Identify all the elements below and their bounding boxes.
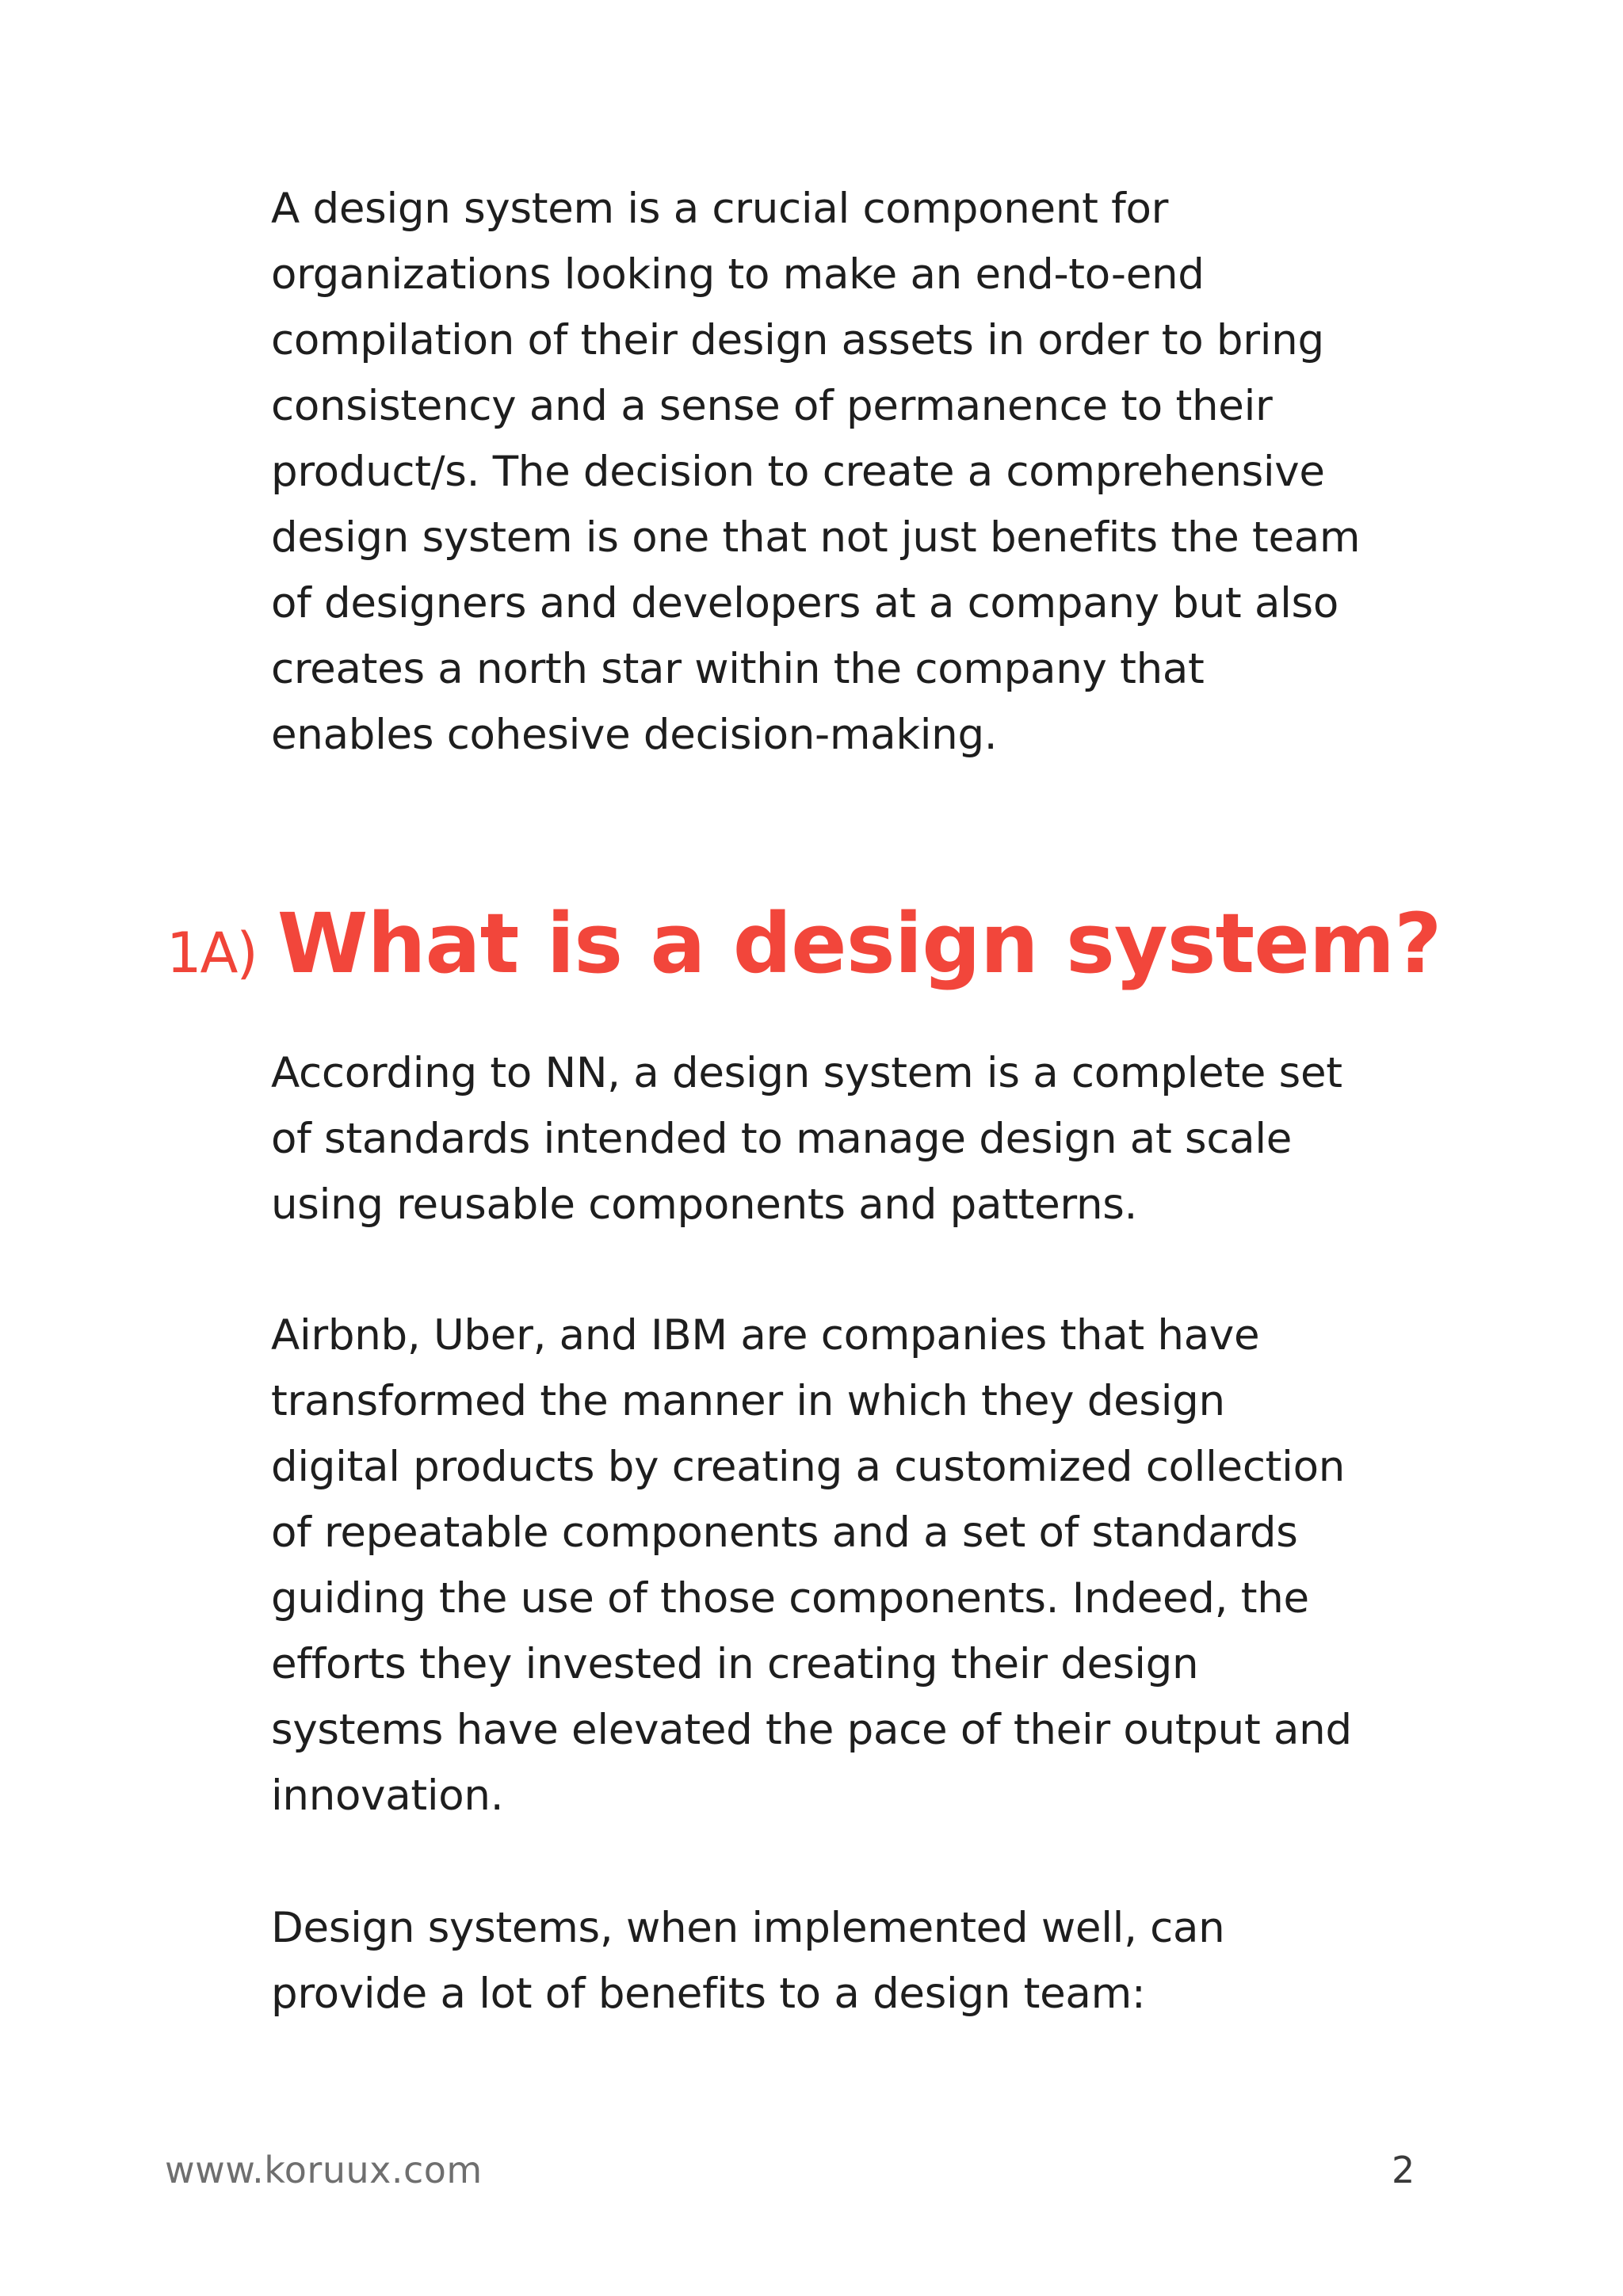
paragraph-line: of repeatable components and a set of standards xyxy=(271,1508,1298,1557)
paragraph-line: According to NN, a design system is a complete set xyxy=(271,1049,1342,1097)
intro-line: product/s. The decision to create a comprehensive xyxy=(271,448,1325,496)
paragraph-line: transformed the manner in which they design xyxy=(271,1377,1225,1425)
intro-line: design system is one that not just benefits the team xyxy=(271,513,1361,562)
benefits-intro-paragraph xyxy=(271,1895,1444,2027)
intro-line: creates a north star within the company that xyxy=(271,645,1205,693)
definition-paragraph xyxy=(271,1040,1444,1238)
paragraph-line: provide a lot of benefits to a design team: xyxy=(271,1970,1146,2018)
intro-line: enables cohesive decision-making. xyxy=(271,711,998,759)
intro-line: of designers and developers at a company but also xyxy=(271,579,1338,627)
paragraph-line: digital products by creating a customized collection xyxy=(271,1443,1345,1491)
intro-line: compilation of their design assets in order to bring xyxy=(271,316,1324,364)
section-number: 1A) xyxy=(166,921,257,986)
page-number: 2 xyxy=(1392,2149,1415,2191)
intro-line: consistency and a sense of permanence to their xyxy=(271,382,1273,430)
paragraph-line: innovation. xyxy=(271,1772,504,1820)
paragraph-line: Airbnb, Uber, and IBM are companies that have xyxy=(271,1311,1260,1360)
intro-paragraph xyxy=(271,176,1444,768)
footer-website-link[interactable]: www.koruux.com xyxy=(165,2149,483,2191)
paragraph-line: of standards intended to manage design at scale xyxy=(271,1115,1293,1163)
paragraph-line: efforts they invested in creating their design xyxy=(271,1640,1199,1688)
section-heading xyxy=(166,895,1442,998)
examples-paragraph xyxy=(271,1302,1444,1829)
section-title: What is a design system? xyxy=(277,895,1442,992)
paragraph-line: Design systems, when implemented well, can xyxy=(271,1904,1225,1952)
paragraph-line: guiding the use of those components. Indeed, the xyxy=(271,1574,1309,1623)
intro-line: organizations looking to make an end-to-end xyxy=(271,250,1205,299)
paragraph-line: systems have elevated the pace of their output and xyxy=(271,1706,1352,1754)
intro-line: A design system is a crucial component for xyxy=(271,185,1169,233)
paragraph-line: using reusable components and patterns. xyxy=(271,1180,1138,1229)
